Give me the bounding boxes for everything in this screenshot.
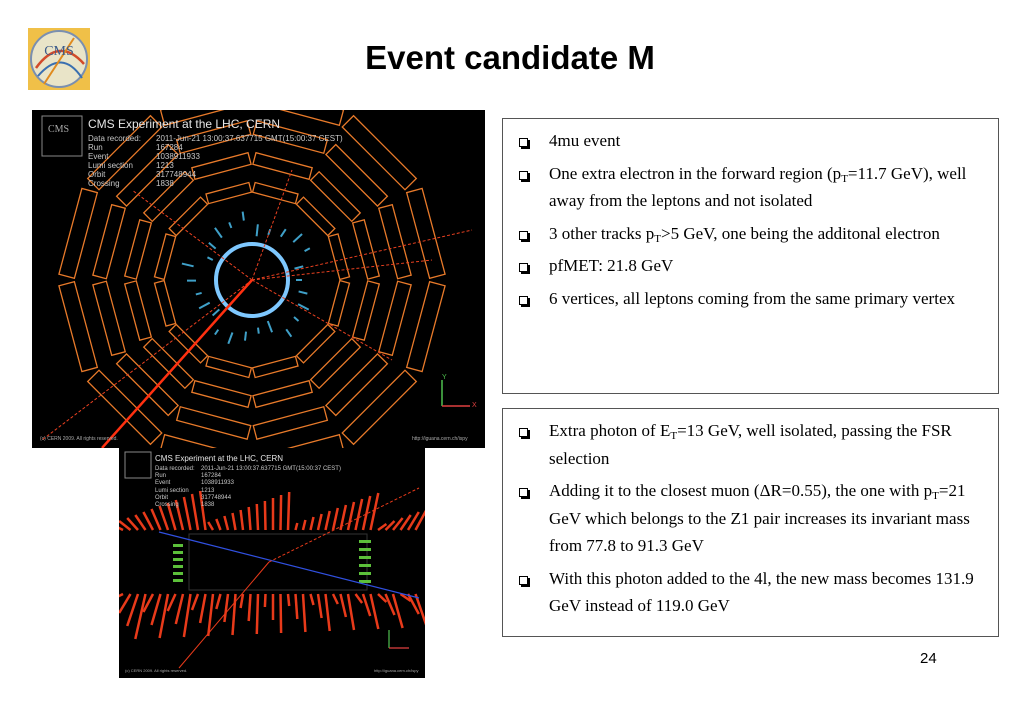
muon-chamber <box>93 281 125 355</box>
info-value: 167284 <box>201 473 222 480</box>
endcap-hit <box>173 565 183 568</box>
energy-tower <box>208 594 213 636</box>
muon-chamber <box>253 381 312 408</box>
text-run: Adding it to the closest muon (ΔR=0.55), the one with p <box>549 481 933 500</box>
muon-chamber <box>253 407 327 439</box>
bullet-item <box>519 565 986 620</box>
energy-tower <box>224 594 228 622</box>
info-value: 2011-Jun-21 13:00:37.637715 GMT(15:00:37 CEST) <box>156 134 343 143</box>
muon-chamber <box>88 370 162 444</box>
energy-tower <box>216 594 220 609</box>
calo-hit <box>257 224 258 236</box>
event-display-header-2: CMS Experiment at the LHC, CERN <box>155 454 284 463</box>
endcap-hit <box>173 572 183 575</box>
energy-tower <box>333 508 338 530</box>
energy-tower <box>184 594 191 637</box>
track-line <box>179 562 269 668</box>
calo-hit <box>182 264 194 267</box>
checkbox-bullet-icon <box>519 160 549 215</box>
muon-chamber <box>59 282 97 372</box>
checkbox-bullet-icon <box>519 127 549 155</box>
energy-tower <box>326 594 330 631</box>
muon-chamber <box>253 356 298 377</box>
text-run: >5 GeV, one being the additonal electron <box>661 223 940 243</box>
energy-tower <box>176 594 183 624</box>
muon-chamber <box>144 339 194 389</box>
endcap-hit <box>359 548 371 551</box>
calo-hit <box>228 332 232 343</box>
muon-chamber <box>296 324 334 362</box>
info-value: 167284 <box>156 143 183 152</box>
energy-tower <box>371 493 379 530</box>
energy-tower <box>348 594 354 630</box>
energy-tower <box>348 502 354 530</box>
text-run: pfMET: 21.8 GeV <box>549 256 674 275</box>
energy-tower <box>241 510 243 530</box>
text-run: 6 vertices, all leptons coming from the same primary vertex <box>549 288 955 308</box>
checkbox-bullet-icon <box>519 477 549 560</box>
energy-tower <box>356 499 363 530</box>
calo-hit <box>215 228 222 238</box>
energy-tower <box>303 520 305 530</box>
muon-chamber <box>154 234 175 279</box>
energy-tower <box>241 594 243 608</box>
energy-tower <box>119 594 130 613</box>
energy-tower <box>371 594 379 629</box>
calo-hit <box>215 330 218 335</box>
muon-chamber <box>328 234 349 279</box>
copyright-text: (c) CERN 2009. All rights reserved. <box>40 436 118 442</box>
calo-hit <box>229 222 231 228</box>
endcap-hit <box>359 580 371 583</box>
calo-hit <box>243 212 244 221</box>
event-display-longitudinal <box>119 448 425 678</box>
event-summary-list <box>519 127 986 312</box>
endcap-hit <box>359 556 371 559</box>
bullet-text <box>549 285 986 313</box>
calo-hit <box>299 291 308 293</box>
subscript: T <box>932 490 939 502</box>
energy-tower <box>257 594 258 634</box>
calo-hit <box>294 317 299 321</box>
info-value: 1038911933 <box>201 480 234 487</box>
energy-tower <box>152 509 161 530</box>
muon-chamber <box>296 197 334 235</box>
calo-hit <box>199 303 210 309</box>
endcap-hit <box>173 551 183 554</box>
muon-chamber <box>353 281 380 340</box>
endcap-hit <box>359 564 371 567</box>
energy-tower <box>333 594 338 604</box>
info-value: 1838 <box>156 179 174 188</box>
info-value: 1038911933 <box>156 152 200 161</box>
event-info-block-2 <box>155 466 341 509</box>
muon-chamber <box>125 281 152 340</box>
info-label: Orbit <box>155 494 169 501</box>
energy-tower <box>119 594 123 600</box>
text-run: Extra photon of E <box>549 421 671 440</box>
muon-chamber <box>342 370 416 444</box>
muon-chamber <box>93 205 125 279</box>
energy-tower <box>200 594 205 623</box>
calo-hit <box>268 321 272 332</box>
energy-tower <box>356 594 363 603</box>
text-run: With this photon added to the 4l, the new mass becomes 131.9 GeV instead of 119.0 GeV <box>549 568 974 615</box>
bullet-text <box>549 417 986 472</box>
bullet-item <box>519 160 986 215</box>
cms-logo-text: CMS <box>44 44 74 59</box>
energy-tower <box>233 513 236 530</box>
muon-chamber <box>125 220 152 279</box>
info-label: Crossing <box>155 502 179 509</box>
info-label: Run <box>155 473 167 480</box>
bullet-text <box>549 565 986 620</box>
muon-track <box>102 280 252 448</box>
energy-tower <box>160 506 168 530</box>
energy-tower <box>249 507 251 530</box>
info-label: Event <box>88 152 109 161</box>
info-label: Lumi section <box>155 487 189 494</box>
muon-chamber <box>407 282 445 372</box>
muon-chamber <box>353 220 380 279</box>
energy-tower <box>152 594 161 625</box>
muon-chamber <box>379 205 411 279</box>
page-number: 24 <box>920 650 937 667</box>
energy-tower <box>326 511 330 530</box>
energy-tower <box>393 594 403 628</box>
checkbox-bullet-icon <box>519 565 549 620</box>
endcap-hit <box>359 540 371 543</box>
info-value: 2011-Jun-21 13:00:37.637715 GMT(15:00:37 CEST) <box>201 466 341 472</box>
event-display-transverse <box>32 110 485 448</box>
calo-hit <box>209 243 216 249</box>
energy-tower <box>416 509 426 530</box>
url-text-2: http://iguana.cern.ch/ispy <box>374 668 419 673</box>
info-label: Run <box>88 143 103 152</box>
text-run: One extra electron in the forward region (p <box>549 163 842 183</box>
energy-tower <box>318 594 322 618</box>
axis-y-label: Y <box>442 374 447 381</box>
endcap-hit <box>173 558 183 561</box>
energy-tower <box>192 594 198 610</box>
muon-chamber <box>379 281 411 355</box>
energy-tower <box>311 517 314 530</box>
info-value: 1213 <box>201 487 215 494</box>
energy-tower <box>249 594 251 621</box>
info-value: 317748944 <box>156 170 197 179</box>
energy-tower <box>303 594 305 632</box>
energy-tower <box>296 523 298 530</box>
energy-tower <box>265 594 266 607</box>
calo-hit <box>196 293 202 294</box>
energy-tower <box>160 594 168 638</box>
energy-tower <box>233 594 236 635</box>
muon-chamber <box>154 281 175 326</box>
track-line <box>159 532 419 598</box>
photon-analysis-box <box>502 408 999 637</box>
energy-tower <box>224 516 228 530</box>
energy-tower <box>281 594 282 633</box>
info-label: Orbit <box>88 170 106 179</box>
bullet-text <box>549 160 986 215</box>
info-label: Data recorded: <box>155 466 195 472</box>
energy-tower <box>168 594 176 611</box>
calo-hit <box>293 234 302 242</box>
copyright-text-2: (c) CERN 2009. All rights reserved. <box>125 668 188 673</box>
subscript: T <box>654 232 662 245</box>
energy-tower <box>311 594 314 605</box>
bullet-item <box>519 417 986 472</box>
checkbox-bullet-icon <box>519 285 549 313</box>
bullet-item <box>519 252 986 280</box>
bullet-text <box>549 127 986 155</box>
bullet-item <box>519 127 986 155</box>
endcap-hit <box>173 579 183 582</box>
muon-chamber <box>169 197 207 235</box>
info-value: 1213 <box>156 161 174 170</box>
cms-mini-logo-frame <box>42 116 82 156</box>
energy-tower <box>216 519 220 530</box>
bullet-item <box>519 220 986 248</box>
muon-chamber <box>311 339 361 389</box>
photon-analysis-list <box>519 417 986 620</box>
info-label: Crossing <box>88 179 120 188</box>
event-info-block <box>88 134 343 188</box>
subscript: T <box>841 172 848 185</box>
info-label: Lumi section <box>88 161 133 170</box>
muon-chamber <box>328 281 349 326</box>
cms-mini-logo-text: CMS <box>48 124 70 135</box>
muon-chamber <box>342 116 416 190</box>
url-text: http://iguana.cern.ch/ispy <box>412 436 468 442</box>
muon-chamber <box>206 356 251 377</box>
checkbox-bullet-icon <box>519 220 549 248</box>
event-display-header: CMS Experiment at the LHC, CERN <box>88 117 281 131</box>
muon-chamber <box>407 188 445 278</box>
energy-tower <box>341 594 346 617</box>
text-run: =11.7 GeV), well away from the leptons and not isolated <box>549 163 967 210</box>
bullet-item <box>519 477 986 560</box>
event-summary-box <box>502 118 999 394</box>
axis-x-label: X <box>472 402 477 409</box>
calo-hit <box>298 304 309 310</box>
calo-hit <box>245 332 246 341</box>
muon-chamber <box>117 354 178 415</box>
muon-chamber <box>59 188 97 278</box>
bullet-text <box>549 220 986 248</box>
muon-chamber <box>192 381 251 408</box>
calo-hit <box>286 329 291 336</box>
info-value: 1838 <box>201 502 215 509</box>
cms-mini-logo-frame-2 <box>125 452 151 478</box>
calo-hit <box>305 248 310 251</box>
checkbox-bullet-icon <box>519 252 549 280</box>
track-line <box>252 230 472 280</box>
slide-title: Event candidate M <box>365 39 655 76</box>
muon-chamber <box>169 324 207 362</box>
checkbox-bullet-icon <box>519 417 549 472</box>
bullet-text <box>549 477 986 560</box>
energy-tower <box>363 594 370 616</box>
text-run: =13 GeV, well isolated, passing the FSR selection <box>549 421 952 468</box>
energy-tower <box>296 594 298 619</box>
energy-tower <box>208 522 213 530</box>
bullet-text <box>549 252 986 280</box>
calo-hit <box>258 328 259 334</box>
muon-chamber <box>177 407 251 439</box>
calo-hit <box>281 229 286 236</box>
endcap-hit <box>359 572 371 575</box>
cms-logo-graphic <box>28 28 90 90</box>
text-run: =21 GeV which belongs to the Z1 pair increases its invariant mass from 77.8 to 91.3 GeV <box>549 481 970 555</box>
info-label: Data recorded: <box>88 134 141 143</box>
cms-logo <box>28 28 90 90</box>
info-value: 317748944 <box>201 494 232 501</box>
subscript: T <box>670 430 678 442</box>
text-run: 3 other tracks p <box>549 223 655 243</box>
track-line <box>252 280 392 360</box>
calo-hit <box>213 309 220 315</box>
text-run: 4mu event <box>549 131 621 150</box>
endcap-hit <box>173 544 183 547</box>
energy-tower <box>318 514 322 530</box>
calo-hit <box>207 257 212 260</box>
energy-tower <box>288 594 289 606</box>
bullet-item <box>519 285 986 313</box>
info-label: Event <box>155 480 171 487</box>
muon-chamber <box>326 354 387 415</box>
